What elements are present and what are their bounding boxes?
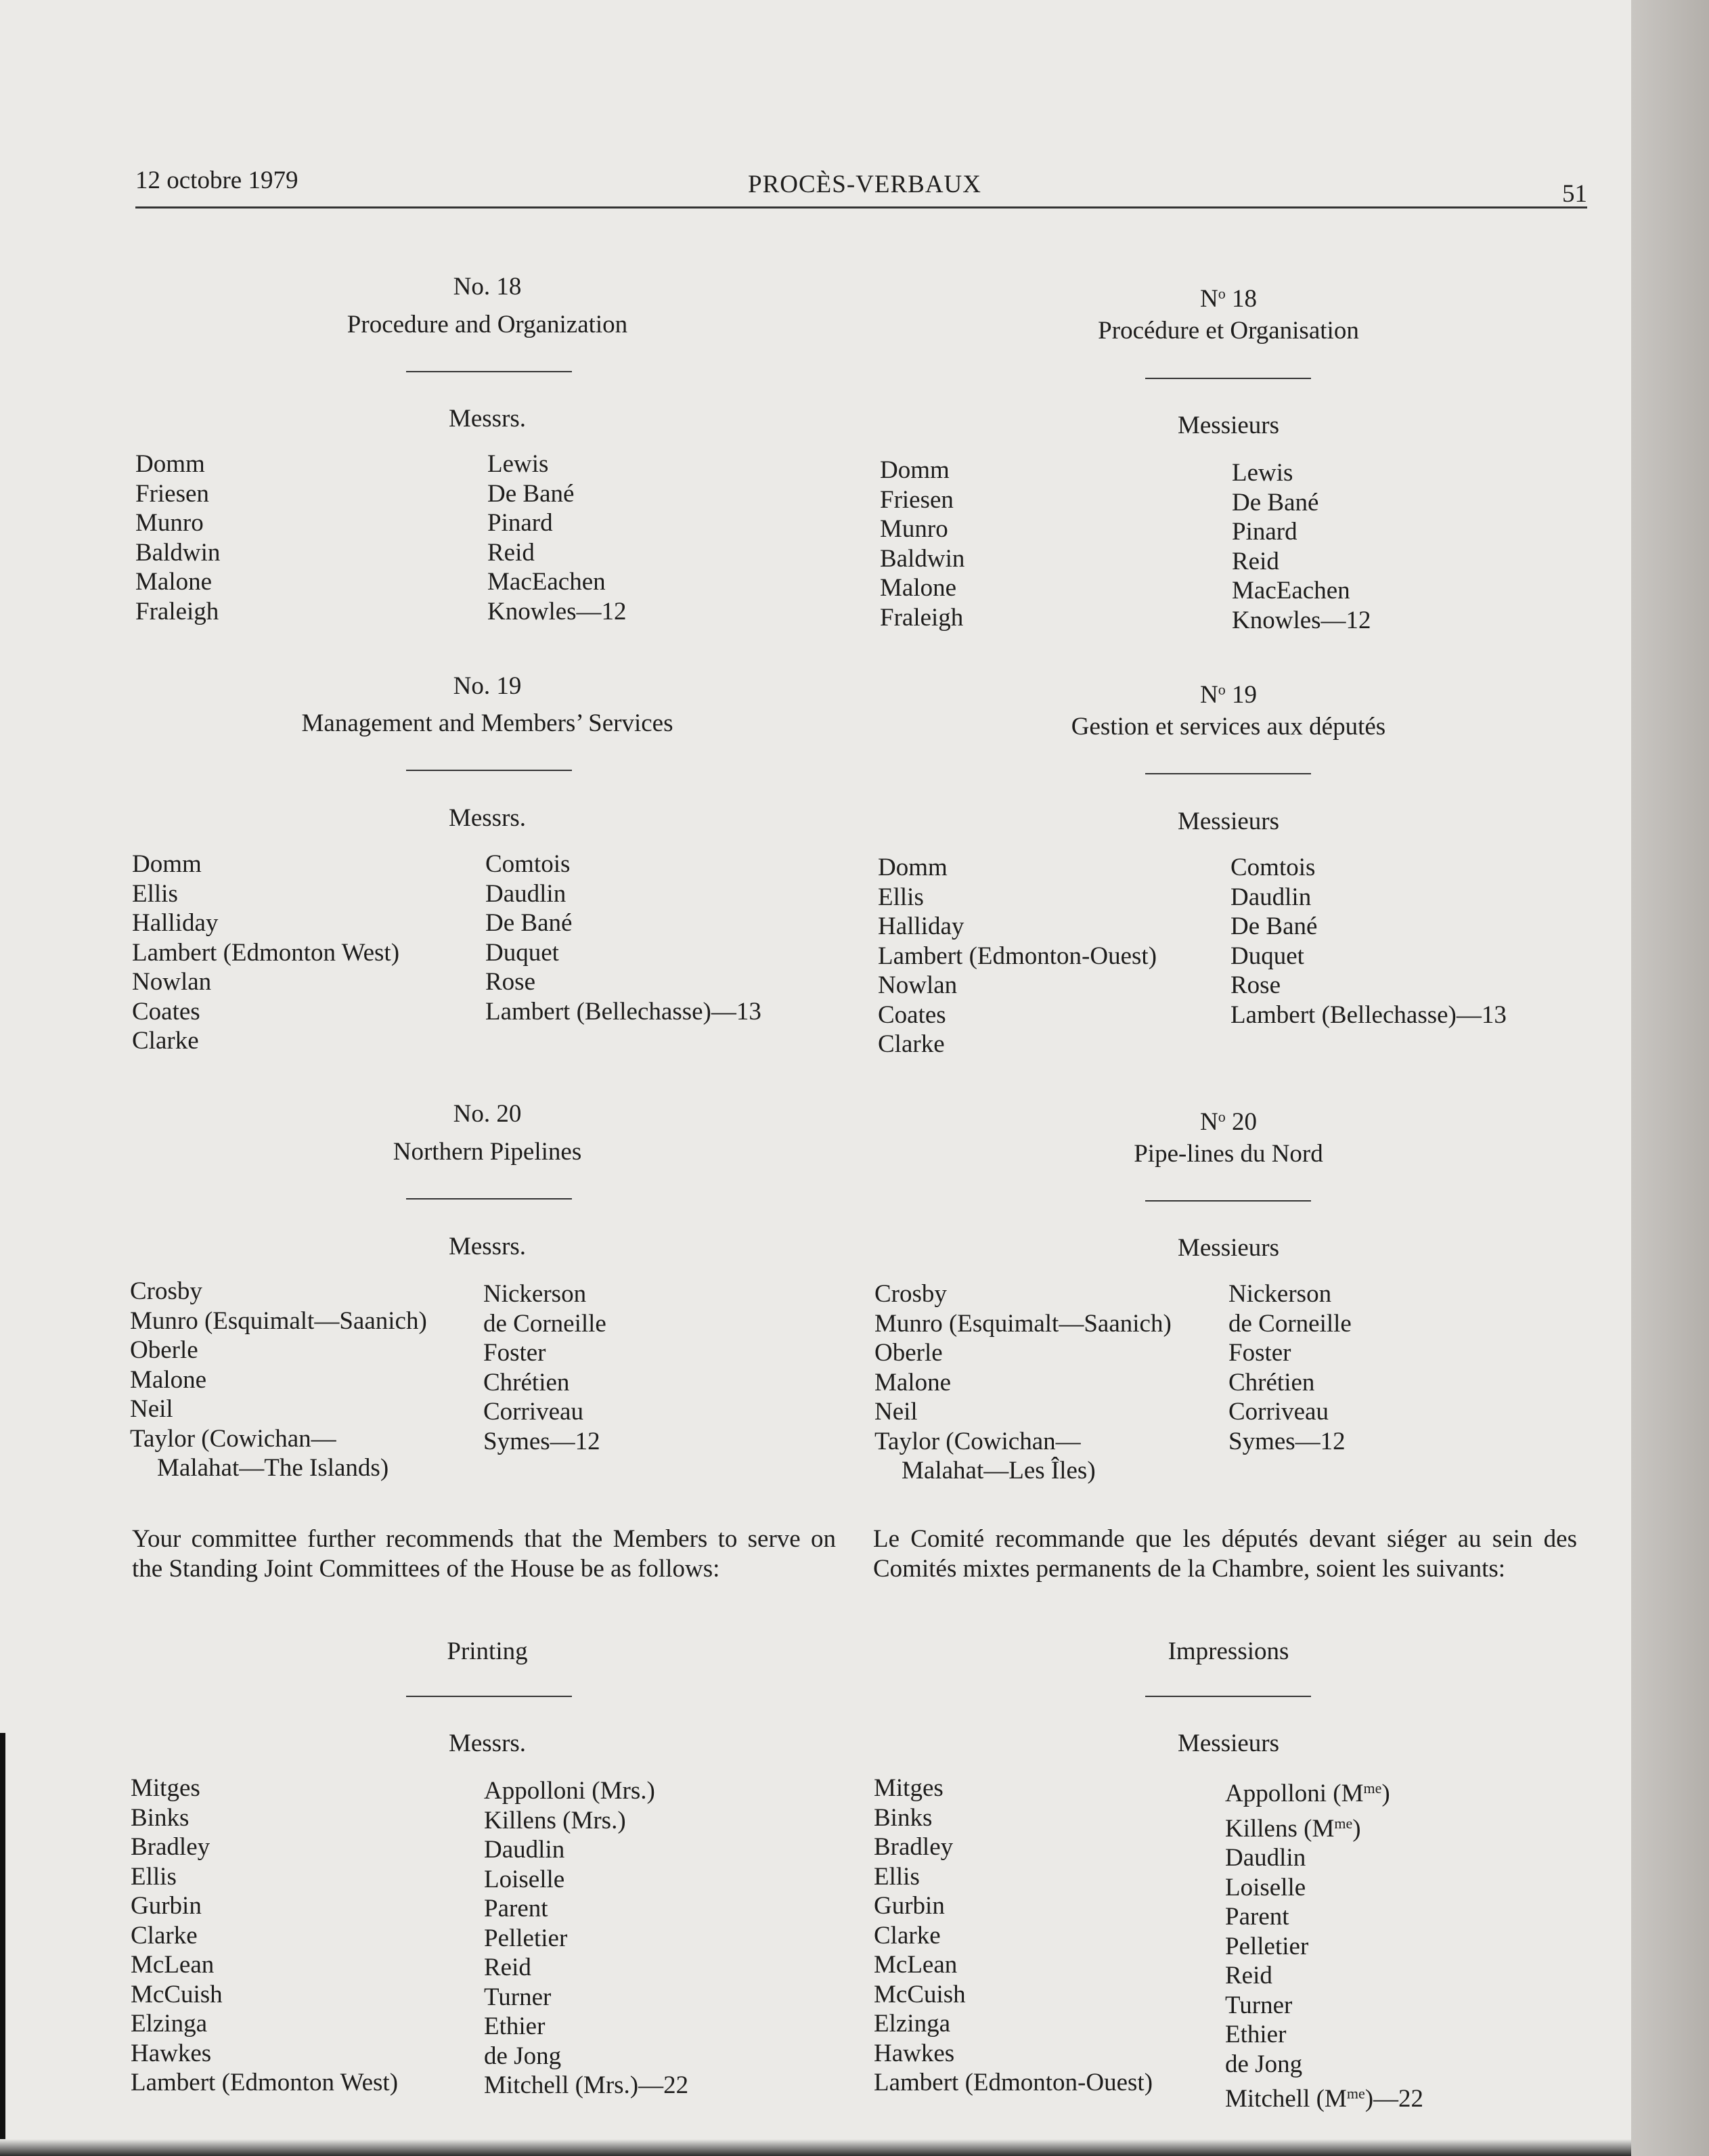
member-name: Bradley [131, 1833, 210, 1861]
member-name: Domm [880, 456, 950, 484]
member-name: Coates [132, 997, 200, 1026]
member-name: Crosby [130, 1277, 202, 1305]
member-name: Ellis [878, 883, 924, 911]
committee-number: $N^o$ 18 [1200, 285, 1257, 313]
member-list-col1 [131, 1774, 398, 2098]
committee-number: No. 18 [453, 273, 522, 301]
member-name: Malone [135, 568, 213, 596]
member-name: Pinard [487, 509, 553, 537]
joint-committee-name: Printing [447, 1637, 528, 1665]
member-name: Symes—12 [1228, 1427, 1346, 1455]
member-name: Daudlin [1225, 1844, 1306, 1872]
scan-margin-bar [0, 1733, 5, 2156]
member-name: Munro [880, 515, 948, 543]
member-name: Gurbin [874, 1892, 945, 1920]
member-name: Clarke [874, 1921, 941, 1950]
member-list-col1 [880, 456, 964, 632]
member-name: Turner [1225, 1991, 1293, 2019]
member-name: Crosby [874, 1280, 947, 1308]
member-name: Lambert (Bellechasse)—13 [1230, 1000, 1507, 1029]
member-name: Reid [1232, 547, 1279, 575]
member-name: Chrétien [483, 1368, 570, 1396]
member-name: Neil [130, 1395, 173, 1423]
members-heading: Messrs. [448, 1233, 527, 1260]
member-name: Foster [483, 1339, 546, 1367]
member-name: Binks [874, 1803, 933, 1832]
divider [1145, 1696, 1311, 1697]
member-name: Duquet [485, 938, 559, 967]
divider [406, 770, 572, 771]
member-name: Ellis [874, 1862, 920, 1891]
divider [1145, 378, 1311, 379]
divider [1145, 773, 1311, 774]
member-name: De Bané [487, 479, 575, 508]
member-name: Malahat—Les Îles) [902, 1457, 1096, 1484]
member-name: Halliday [878, 912, 964, 940]
member-name: Lambert (Edmonton West) [131, 2069, 399, 2096]
member-name: Hawkes [874, 2039, 955, 2067]
member-name: Malone [130, 1365, 207, 1394]
member-name: Baldwin [880, 544, 965, 573]
member-name: Neil [874, 1398, 918, 1426]
member-name: Munro (Esquimalt—Saanich) [130, 1306, 427, 1335]
divider [406, 1696, 572, 1697]
member-name: Lambert (Edmonton West) [132, 938, 400, 967]
member-list-col2 [485, 850, 761, 1026]
member-name: Chrétien [1228, 1368, 1315, 1396]
member-name: Lambert (Edmonton-Ouest) [878, 942, 1157, 970]
member-name: Killens $(M^{me})$ [1225, 1814, 1361, 1843]
member-name: Turner [484, 1983, 552, 2011]
member-name: Gurbin [131, 1892, 202, 1920]
member-name: Killens (Mrs.) [484, 1806, 626, 1834]
member-name: Bradley [874, 1833, 954, 1861]
members-heading: Messrs. [448, 1730, 527, 1757]
member-name: Daudlin [484, 1836, 565, 1864]
member-name: Ellis [131, 1862, 177, 1891]
member-name: Munro (Esquimalt—Saanich) [874, 1309, 1172, 1338]
member-name: Halliday [132, 909, 219, 937]
committee-name: Pipe-lines du Nord [1134, 1140, 1323, 1168]
recommendation-paragraph: Le Comité recommande que les députés devant siéger au sein des Comités mixtes permanents de la Chambre, soient les suivants: [873, 1525, 1577, 1583]
committee-name: Gestion et services aux députés [1071, 713, 1386, 741]
member-list-col2 [484, 1776, 688, 2100]
french-column [870, 0, 1587, 2156]
english-column [129, 0, 846, 2156]
member-name: Domm [132, 850, 202, 878]
member-list-col1 [132, 850, 399, 1056]
member-name: Oberle [874, 1339, 943, 1367]
committee-name: Management and Members’ Services [301, 709, 673, 737]
member-list-col1 [878, 853, 1157, 1059]
member-name: McLean [131, 1951, 215, 1979]
member-name: Daudlin [485, 879, 567, 908]
member-name: Knowles—12 [487, 597, 627, 625]
member-name: Pelletier [484, 1924, 568, 1952]
member-list-col2 [1230, 853, 1507, 1030]
member-name: Taylor (Cowichan— [874, 1427, 1081, 1455]
member-name: Binks [131, 1803, 190, 1832]
member-name: De Bané [1230, 912, 1318, 940]
member-list-col2 [1225, 1774, 1423, 2114]
committee-number: $N^o$ 19 [1200, 681, 1257, 709]
member-name: Friesen [880, 485, 954, 514]
member-name: Corriveau [1228, 1398, 1329, 1426]
member-name: Pinard [1232, 518, 1297, 546]
member-name: Ethier [484, 2012, 546, 2040]
member-name: Hawkes [131, 2039, 212, 2067]
divider [406, 371, 572, 372]
members-heading: Messrs. [448, 405, 527, 433]
member-name: Malone [874, 1368, 952, 1396]
member-name: Loiselle [1225, 1873, 1306, 1901]
member-name: Clarke [131, 1921, 198, 1950]
committee-name: Northern Pipelines [393, 1138, 582, 1166]
members-heading: Messieurs [1177, 1234, 1280, 1262]
member-name: Mitges [874, 1774, 944, 1802]
member-name: Fraleigh [135, 597, 219, 625]
divider [1145, 1200, 1311, 1202]
member-name: Reid [487, 538, 535, 567]
member-name: Domm [878, 854, 948, 881]
member-name: MacEachen [487, 568, 606, 596]
member-name: de Jong [484, 2042, 562, 2070]
member-name: de Corneille [483, 1309, 606, 1338]
member-name: Reid [1225, 1962, 1272, 1989]
committee-name: Procédure et Organisation [1098, 317, 1359, 345]
member-name: Nickerson [483, 1280, 587, 1308]
member-name: Foster [1228, 1339, 1291, 1367]
member-name: Parent [1225, 1903, 1289, 1931]
member-list-col1 [874, 1279, 1172, 1486]
member-name: Lewis [487, 450, 549, 478]
member-name: Ethier [1225, 2021, 1287, 2048]
member-name: Mitchell (Mrs.)—22 [484, 2071, 689, 2099]
member-name: Taylor (Cowichan— [130, 1424, 336, 1453]
member-name: Duquet [1230, 942, 1304, 970]
member-name: Rose [485, 968, 535, 996]
member-list-col2 [1232, 458, 1371, 635]
member-list-col2 [483, 1279, 606, 1456]
member-name: Elzinga [131, 2010, 208, 2038]
member-name: Lambert (Edmonton-Ouest) [874, 2069, 1153, 2096]
member-name: MacEachen [1232, 577, 1350, 604]
member-name: Appolloni (Mrs.) [484, 1777, 655, 1805]
page-number: 51 [1562, 180, 1587, 208]
committee-number: No. 20 [453, 1100, 522, 1128]
header-date: 12 octobre 1979 [135, 167, 298, 194]
divider [406, 1198, 572, 1200]
member-name: Clarke [878, 1030, 945, 1058]
member-name: Symes—12 [483, 1427, 600, 1455]
member-list-col1 [874, 1774, 1153, 2098]
member-name: de Corneille [1228, 1309, 1352, 1338]
member-name: Comtois [1230, 854, 1316, 881]
member-name: Mitges [131, 1774, 200, 1802]
member-name: Corriveau [483, 1398, 583, 1426]
member-name: De Bané [485, 909, 573, 937]
member-name: Parent [484, 1895, 548, 1922]
member-name: Pelletier [1225, 1932, 1309, 1960]
member-name: Clarke [132, 1027, 199, 1055]
member-name: Domm [135, 450, 205, 478]
committee-number: No. 19 [453, 672, 522, 700]
member-list-col2 [487, 449, 627, 626]
members-heading: Messieurs [1177, 1730, 1280, 1757]
member-name: Comtois [485, 850, 571, 878]
member-name: Friesen [135, 479, 209, 508]
member-name: Munro [135, 509, 204, 537]
member-name: Malone [880, 574, 957, 602]
committee-name: Procedure and Organization [347, 311, 628, 338]
member-name: De Bané [1232, 488, 1319, 516]
member-name: Loiselle [484, 1865, 565, 1893]
member-list-col2 [1228, 1279, 1352, 1456]
members-heading: Messrs. [448, 804, 527, 832]
member-name: de Jong [1225, 2050, 1303, 2078]
committee-number: $N^o$ 20 [1200, 1108, 1257, 1136]
member-name: Oberle [130, 1336, 198, 1364]
member-list-col1 [130, 1277, 427, 1483]
member-name: Elzinga [874, 2010, 951, 2038]
member-name: McCuish [131, 1980, 223, 2008]
member-name: Coates [878, 1000, 946, 1029]
members-heading: Messieurs [1177, 412, 1280, 439]
member-name: Knowles—12 [1232, 606, 1371, 634]
member-name: McLean [874, 1951, 958, 1979]
member-name: Baldwin [135, 538, 221, 567]
member-name: Nowlan [878, 971, 958, 999]
joint-committee-name: Impressions [1168, 1637, 1289, 1665]
member-name: McCuish [874, 1980, 966, 2008]
member-name: Malahat—The Islands) [157, 1454, 389, 1482]
member-name: Reid [484, 1954, 531, 1981]
member-name: Appolloni $(M^{me})$ [1225, 1780, 1390, 1807]
member-name: Mitchell $(M^{me})—22$ [1225, 2085, 1424, 2113]
member-name: Daudlin [1230, 883, 1312, 911]
page-edge [1631, 0, 1709, 2156]
member-name: Lewis [1232, 459, 1293, 487]
member-name: Nowlan [132, 968, 212, 996]
member-name: Fraleigh [880, 603, 964, 632]
member-name: Nickerson [1228, 1280, 1332, 1308]
member-name: Ellis [132, 879, 178, 908]
recommendation-paragraph: Your committee further recommends that the Members to serve on the Standing Joint Committees of the House be as follows: [132, 1525, 836, 1583]
member-name: Lambert (Bellechasse)—13 [485, 997, 761, 1026]
member-list-col1 [135, 449, 220, 626]
member-name: Rose [1230, 971, 1281, 999]
header-title: PROCÈS-VERBAUX [748, 171, 981, 198]
members-heading: Messieurs [1177, 808, 1280, 835]
